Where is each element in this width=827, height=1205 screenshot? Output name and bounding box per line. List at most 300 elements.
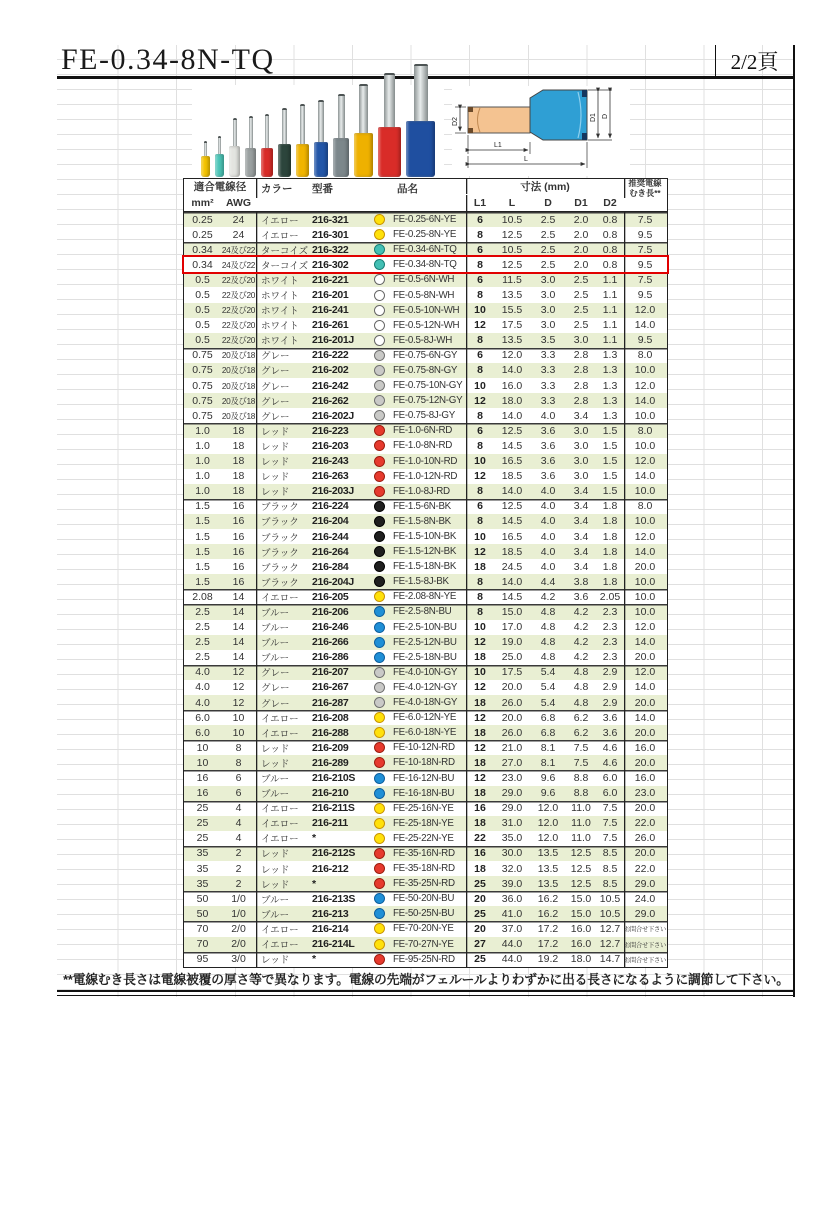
cell-product-name: FE-0.34-8N-TQ bbox=[393, 259, 457, 271]
cell-l: 35.0 bbox=[501, 832, 523, 845]
cell-color-name: イエロー bbox=[256, 937, 310, 952]
cell-model: 216-204 bbox=[312, 515, 349, 528]
cell-d: 13.5 bbox=[537, 847, 559, 860]
cell-color-name: イエロー bbox=[256, 816, 310, 831]
table-row bbox=[184, 272, 667, 287]
cell-d2: 1.1 bbox=[602, 289, 618, 302]
table-row bbox=[184, 620, 667, 635]
cell-dot bbox=[369, 801, 389, 816]
cell-color-name: イエロー bbox=[256, 801, 310, 816]
cell-color-name: イエロー bbox=[256, 725, 310, 740]
cell-l1: 8 bbox=[466, 333, 494, 348]
table-row bbox=[184, 514, 667, 529]
cell-l1: 6 bbox=[466, 242, 494, 257]
cell-d1: 3.4 bbox=[573, 485, 589, 498]
color-dot-icon bbox=[374, 863, 385, 874]
cell-d: 2.5 bbox=[540, 258, 556, 271]
cell-model: 216-210S bbox=[312, 772, 356, 785]
cell-color-name: ホワイト bbox=[256, 287, 310, 302]
cell-strip-length: 14.0 bbox=[624, 544, 666, 559]
cell-color-name: ブルー bbox=[256, 635, 310, 650]
cell-awg: 22及び20 bbox=[221, 290, 256, 301]
cell-strip-length: 20.0 bbox=[624, 755, 666, 770]
cell-awg: 6 bbox=[235, 772, 242, 785]
cell-mm2: 10 bbox=[196, 741, 209, 754]
cell-awg: 22及び20 bbox=[221, 274, 256, 285]
cell-dot bbox=[369, 635, 389, 650]
ferrule-icon bbox=[245, 116, 256, 177]
cell-model: 216-224 bbox=[312, 500, 349, 513]
cell-product-name: FE-0.75-10N-GY bbox=[393, 380, 463, 392]
cell-d: 3.6 bbox=[540, 470, 556, 483]
cell-l1: 18 bbox=[466, 816, 494, 831]
footer-note: **電線むき長さは電線被覆の厚さ等で異なります。電線の先端がフェルールよりわずかに出る長さになるように調節して下さい。 bbox=[63, 972, 789, 987]
ferrule-pin bbox=[359, 84, 368, 133]
cell-l1: 25 bbox=[466, 952, 494, 967]
cell-awg: 2/0 bbox=[231, 938, 246, 951]
dimension-diagram bbox=[452, 86, 630, 176]
cell-d1: 4.8 bbox=[573, 696, 589, 709]
cell-d2: 10.5 bbox=[599, 907, 621, 920]
cell-model: 216-284 bbox=[312, 560, 349, 573]
cell-d: 4.8 bbox=[540, 636, 556, 649]
cell-model: 216-243 bbox=[312, 455, 349, 468]
dim-label-l1: L1 bbox=[494, 142, 502, 149]
cell-product-name: FE-10-12N-RD bbox=[393, 742, 455, 754]
color-dot-icon bbox=[374, 320, 385, 331]
color-dot-icon bbox=[374, 214, 385, 225]
cell-strip-length: 29.0 bbox=[624, 906, 666, 921]
cell-model: 216-301 bbox=[312, 228, 349, 241]
color-dot-icon bbox=[374, 757, 385, 768]
color-dot-icon bbox=[374, 501, 385, 512]
ferrule-pin bbox=[384, 73, 395, 127]
cell-d1: 2.5 bbox=[573, 304, 589, 317]
dim-label-d1: D1 bbox=[590, 113, 597, 122]
cell-d1: 6.2 bbox=[573, 711, 589, 724]
table-row bbox=[184, 378, 667, 393]
cell-color-name: レッド bbox=[256, 438, 310, 453]
cell-d: 4.8 bbox=[540, 621, 556, 634]
cell-l: 10.5 bbox=[501, 213, 523, 226]
cell-product-name: FE-1.0-8J-RD bbox=[393, 485, 450, 497]
cell-product-name: FE-16-12N-BU bbox=[393, 772, 455, 784]
cell-awg: 16 bbox=[232, 530, 245, 543]
cell-l: 25.0 bbox=[501, 651, 523, 664]
cell-l1: 6 bbox=[466, 499, 494, 514]
cell-mm2: 2.5 bbox=[195, 651, 210, 664]
cell-d1: 15.0 bbox=[570, 892, 592, 905]
cell-strip-length: 8.0 bbox=[624, 348, 666, 363]
table-row bbox=[184, 544, 667, 559]
cell-d2: 1.8 bbox=[602, 545, 618, 558]
cell-mm2: 1.5 bbox=[195, 530, 210, 543]
cell-strip-length: 16.0 bbox=[624, 770, 666, 785]
cell-d2: 14.7 bbox=[599, 953, 621, 966]
cell-d1: 11.0 bbox=[571, 817, 591, 830]
header-mm2: mm² bbox=[191, 197, 214, 209]
cell-l1: 12 bbox=[466, 393, 494, 408]
color-dot-icon bbox=[374, 290, 385, 301]
cell-d: 4.0 bbox=[540, 515, 556, 528]
color-dot-icon bbox=[374, 425, 385, 436]
cell-d2: 12.7 bbox=[599, 938, 621, 951]
cell-l: 14.5 bbox=[501, 439, 523, 452]
spec-table bbox=[183, 178, 668, 968]
color-dot-icon bbox=[374, 908, 385, 919]
color-dot-icon bbox=[374, 471, 385, 482]
cell-d1: 3.4 bbox=[573, 530, 589, 543]
cell-awg: 1/0 bbox=[231, 907, 246, 920]
cell-model: 216-211 bbox=[312, 817, 348, 830]
cell-d2: 0.8 bbox=[602, 243, 618, 256]
cell-l: 14.0 bbox=[501, 575, 523, 588]
cell-l: 32.0 bbox=[501, 862, 523, 875]
cell-strip-length: 8.0 bbox=[624, 499, 666, 514]
cell-awg: 1/0 bbox=[231, 892, 246, 905]
cell-l1: 6 bbox=[466, 348, 494, 363]
cell-d2: 1.5 bbox=[602, 470, 618, 483]
cell-model: 216-213S bbox=[312, 892, 356, 905]
ferrule-sleeve bbox=[215, 154, 224, 177]
cell-model: 216-241 bbox=[312, 304, 349, 317]
ferrule-icon bbox=[296, 104, 309, 177]
cell-awg: 16 bbox=[232, 545, 245, 558]
cell-product-name: FE-4.0-12N-GY bbox=[393, 681, 458, 693]
cell-d2: 1.8 bbox=[602, 515, 618, 528]
cell-l: 18.0 bbox=[501, 394, 523, 407]
cell-d: 4.0 bbox=[540, 500, 556, 513]
table-row bbox=[184, 438, 667, 453]
table-row bbox=[184, 906, 667, 921]
cell-d1: 3.8 bbox=[573, 575, 589, 588]
cell-l1: 8 bbox=[466, 589, 494, 604]
cell-model: 216-264 bbox=[312, 545, 349, 558]
cell-mm2: 6.0 bbox=[195, 726, 210, 739]
cell-awg: 14 bbox=[232, 605, 245, 618]
cell-l: 29.0 bbox=[501, 787, 523, 800]
cell-mm2: 0.34 bbox=[192, 243, 213, 256]
table-row bbox=[184, 469, 667, 484]
cell-dot bbox=[369, 786, 389, 801]
cell-awg: 22及び20 bbox=[221, 305, 256, 316]
cell-dot bbox=[369, 559, 389, 574]
cell-color-name: レッド bbox=[256, 423, 310, 438]
cell-l1: 8 bbox=[466, 604, 494, 619]
cell-dot bbox=[369, 891, 389, 906]
cell-d1: 2.8 bbox=[573, 349, 589, 362]
cell-l: 31.0 bbox=[501, 817, 523, 830]
cell-awg: 6 bbox=[235, 787, 242, 800]
cell-l: 13.5 bbox=[501, 334, 523, 347]
cell-color-name: ターコイズ bbox=[256, 242, 310, 257]
page-title: FE-0.34-8N-TQ bbox=[61, 43, 275, 76]
cell-awg: 14 bbox=[232, 590, 245, 603]
cell-color-name: グレー bbox=[256, 408, 310, 423]
cell-color-name: ブルー bbox=[256, 650, 310, 665]
cell-mm2: 0.34 bbox=[192, 258, 213, 271]
cell-strip-length: 12.0 bbox=[624, 378, 666, 393]
cell-l: 17.0 bbox=[501, 621, 523, 634]
cell-mm2: 1.0 bbox=[195, 439, 210, 452]
color-dot-icon bbox=[374, 712, 385, 723]
cell-color-name: グレー bbox=[256, 393, 310, 408]
cell-strip-length: 12.0 bbox=[624, 665, 666, 680]
table-row bbox=[184, 529, 667, 544]
cell-awg: 24及び22 bbox=[221, 259, 256, 270]
cell-color-name: ブルー bbox=[256, 906, 310, 921]
cell-d2: 2.05 bbox=[599, 590, 621, 603]
cell-mm2: 1.5 bbox=[195, 545, 210, 558]
table-body bbox=[184, 212, 667, 967]
cell-d: 3.0 bbox=[540, 273, 556, 286]
color-dot-icon bbox=[374, 335, 385, 346]
cell-color-name: イエロー bbox=[256, 212, 310, 227]
cell-d: 17.2 bbox=[537, 922, 559, 935]
cell-strip-length: お問合せ下さい bbox=[624, 921, 666, 936]
cell-l: 10.5 bbox=[501, 243, 523, 256]
cell-color-name: ブラック bbox=[256, 514, 310, 529]
cell-product-name: FE-0.5-12N-WH bbox=[393, 319, 460, 331]
ferrule-sleeve bbox=[201, 156, 210, 177]
cell-awg: 4 bbox=[235, 832, 242, 845]
cell-l1: 18 bbox=[466, 650, 494, 665]
cell-mm2: 1.5 bbox=[195, 560, 210, 573]
cell-model: 216-246 bbox=[312, 621, 349, 634]
cell-product-name: FE-0.75-12N-GY bbox=[393, 395, 463, 407]
color-dot-icon bbox=[374, 456, 385, 467]
cell-mm2: 2.5 bbox=[195, 605, 210, 618]
table-row bbox=[184, 318, 667, 333]
cell-color-name: ホワイト bbox=[256, 272, 310, 287]
cell-product-name: FE-2.5-8N-BU bbox=[393, 606, 452, 618]
cell-l: 14.0 bbox=[501, 485, 523, 498]
cell-model: 216-201 bbox=[312, 289, 349, 302]
cell-l1: 10 bbox=[466, 665, 494, 680]
cell-awg: 10 bbox=[232, 711, 245, 724]
cell-awg: 12 bbox=[232, 681, 245, 694]
cell-d1: 4.2 bbox=[573, 605, 589, 618]
cell-l: 14.0 bbox=[501, 364, 523, 377]
cell-l1: 25 bbox=[466, 876, 494, 891]
cell-color-name: ブルー bbox=[256, 786, 310, 801]
cell-l1: 10 bbox=[466, 303, 494, 318]
cell-d2: 1.8 bbox=[602, 500, 618, 513]
cell-mm2: 1.0 bbox=[195, 424, 210, 437]
cell-color-name: レッド bbox=[256, 469, 310, 484]
cell-l: 12.5 bbox=[501, 258, 523, 271]
ferrule-sleeve bbox=[406, 121, 435, 177]
cell-mm2: 0.75 bbox=[192, 379, 213, 392]
ferrule-icon bbox=[333, 94, 349, 177]
cell-d: 4.0 bbox=[540, 530, 556, 543]
cell-l1: 25 bbox=[466, 906, 494, 921]
cell-dot bbox=[369, 227, 389, 242]
cell-l: 19.0 bbox=[501, 636, 523, 649]
cell-dot bbox=[369, 272, 389, 287]
cell-l: 27.0 bbox=[501, 756, 523, 769]
cell-strip-length: 7.5 bbox=[624, 242, 666, 257]
header-wire-group: 適合電線径 bbox=[193, 181, 247, 193]
cell-d2: 6.0 bbox=[602, 787, 618, 800]
cell-d2: 1.3 bbox=[602, 379, 618, 392]
cell-mm2: 70 bbox=[196, 922, 209, 935]
cell-d: 4.8 bbox=[540, 651, 556, 664]
cell-d2: 8.5 bbox=[602, 847, 618, 860]
cell-dot bbox=[369, 287, 389, 302]
table-row bbox=[184, 952, 667, 967]
cell-strip-length: 12.0 bbox=[624, 620, 666, 635]
cell-product-name: FE-0.5-8J-WH bbox=[393, 334, 452, 346]
cell-d1: 8.8 bbox=[573, 787, 589, 800]
cell-d2: 2.9 bbox=[602, 696, 618, 709]
cell-l1: 8 bbox=[466, 257, 494, 272]
cell-strip-length: 12.0 bbox=[624, 529, 666, 544]
cell-product-name: FE-95-25N-RD bbox=[393, 953, 455, 965]
cell-model: 216-286 bbox=[312, 651, 349, 664]
cell-d1: 3.4 bbox=[573, 560, 589, 573]
cell-color-name: グレー bbox=[256, 695, 310, 710]
cell-l1: 10 bbox=[466, 529, 494, 544]
cell-dot bbox=[369, 604, 389, 619]
cell-d2: 1.8 bbox=[602, 560, 618, 573]
color-dot-icon bbox=[374, 531, 385, 542]
cell-dot bbox=[369, 348, 389, 363]
cell-l: 29.0 bbox=[501, 802, 523, 815]
cell-model: 216-222 bbox=[312, 349, 349, 362]
cell-model: 216-205 bbox=[312, 590, 349, 603]
cell-model: 216-202J bbox=[312, 409, 354, 422]
cell-mm2: 25 bbox=[196, 817, 209, 830]
cell-l: 11.5 bbox=[502, 273, 522, 286]
cell-strip-length: 14.0 bbox=[624, 635, 666, 650]
cell-model: 216-210 bbox=[312, 787, 349, 800]
cell-product-name: FE-4.0-10N-GY bbox=[393, 666, 458, 678]
cell-mm2: 25 bbox=[196, 832, 209, 845]
table-row bbox=[184, 891, 667, 906]
header-strip: 推奨電線 むき長** bbox=[624, 179, 666, 198]
cell-d1: 2.5 bbox=[573, 319, 589, 332]
cell-model: 216-214 bbox=[312, 922, 349, 935]
cell-mm2: 10 bbox=[196, 756, 209, 769]
header-l: L bbox=[508, 197, 516, 209]
table-row bbox=[184, 287, 667, 302]
color-dot-icon bbox=[374, 229, 385, 240]
cell-awg: 10 bbox=[232, 726, 245, 739]
cell-d2: 1.5 bbox=[602, 455, 618, 468]
cell-model: 216-302 bbox=[312, 258, 349, 271]
ferrule-icon bbox=[229, 118, 240, 177]
cell-strip-length: 14.0 bbox=[624, 393, 666, 408]
cell-awg: 12 bbox=[232, 666, 245, 679]
cell-dot bbox=[369, 454, 389, 469]
cell-strip-length: 10.0 bbox=[624, 574, 666, 589]
cell-mm2: 0.75 bbox=[192, 364, 213, 377]
cell-model: 216-203 bbox=[312, 439, 349, 452]
cell-awg: 18 bbox=[232, 424, 245, 437]
cell-d: 3.6 bbox=[540, 455, 556, 468]
cell-color-name: レッド bbox=[256, 876, 310, 891]
cell-awg: 14 bbox=[232, 651, 245, 664]
cell-color-name: ブルー bbox=[256, 770, 310, 785]
table-row bbox=[184, 227, 667, 242]
cell-color-name: レッド bbox=[256, 755, 310, 770]
cell-product-name: FE-2.5-12N-BU bbox=[393, 636, 457, 648]
cell-strip-length: お問合せ下さい bbox=[624, 952, 666, 967]
ferrule-pin bbox=[318, 100, 324, 142]
cell-strip-length: 10.0 bbox=[624, 589, 666, 604]
cell-l: 18.5 bbox=[501, 470, 523, 483]
cell-model: 216-207 bbox=[312, 666, 349, 679]
cell-l: 12.5 bbox=[501, 228, 523, 241]
cell-model: 216-322 bbox=[312, 243, 349, 256]
cell-color-name: ブルー bbox=[256, 604, 310, 619]
cell-model: 216-266 bbox=[312, 636, 349, 649]
cell-color-name: ホワイト bbox=[256, 318, 310, 333]
cell-d2: 1.8 bbox=[602, 530, 618, 543]
cell-l: 21.0 bbox=[501, 741, 523, 754]
cell-awg: 14 bbox=[232, 636, 245, 649]
cell-d1: 3.4 bbox=[573, 500, 589, 513]
cell-d: 4.0 bbox=[540, 485, 556, 498]
cell-l1: 8 bbox=[466, 514, 494, 529]
color-dot-icon bbox=[374, 818, 385, 829]
cell-l1: 18 bbox=[466, 861, 494, 876]
cell-d: 12.0 bbox=[537, 817, 559, 830]
cell-awg: 24 bbox=[232, 213, 245, 226]
table-row bbox=[184, 348, 667, 363]
table-row bbox=[184, 665, 667, 680]
ferrule-pin bbox=[249, 116, 253, 148]
cell-l1: 10 bbox=[466, 378, 494, 393]
color-dot-icon bbox=[374, 606, 385, 617]
ferrule-pin bbox=[233, 118, 237, 146]
cell-d2: 4.6 bbox=[602, 741, 618, 754]
cell-l1: 12 bbox=[466, 318, 494, 333]
cell-color-name: グレー bbox=[256, 363, 310, 378]
table-row bbox=[184, 861, 667, 876]
cell-dot bbox=[369, 740, 389, 755]
cell-d2: 6.0 bbox=[602, 772, 618, 785]
cell-color-name: ブラック bbox=[256, 544, 310, 559]
cell-product-name: FE-50-20N-BU bbox=[393, 893, 455, 905]
cell-d2: 1.1 bbox=[602, 273, 618, 286]
cell-l1: 6 bbox=[466, 272, 494, 287]
cell-mm2: 35 bbox=[196, 862, 209, 875]
cell-strip-length: 20.0 bbox=[624, 559, 666, 574]
cell-strip-length: 14.0 bbox=[624, 710, 666, 725]
cell-product-name: FE-1.5-8J-BK bbox=[393, 576, 449, 588]
color-dot-icon bbox=[374, 486, 385, 497]
cell-l1: 12 bbox=[466, 710, 494, 725]
cell-product-name: FE-0.75-8N-GY bbox=[393, 364, 458, 376]
bottom-border-line bbox=[57, 990, 793, 992]
table-row bbox=[184, 333, 667, 348]
cell-product-name: FE-1.5-18N-BK bbox=[393, 561, 457, 573]
cell-strip-length: 24.0 bbox=[624, 891, 666, 906]
cell-d: 4.0 bbox=[540, 560, 556, 573]
table-row bbox=[184, 454, 667, 469]
cell-awg: 18 bbox=[232, 439, 245, 452]
cell-l: 39.0 bbox=[501, 877, 523, 890]
header-awg: AWG bbox=[225, 197, 252, 209]
cell-d2: 3.6 bbox=[602, 726, 618, 739]
cell-d: 3.3 bbox=[540, 379, 556, 392]
cell-model: 216-208 bbox=[312, 711, 349, 724]
cell-l1: 12 bbox=[466, 680, 494, 695]
cell-product-name: FE-0.75-8J-GY bbox=[393, 410, 455, 422]
color-dot-icon bbox=[374, 350, 385, 361]
